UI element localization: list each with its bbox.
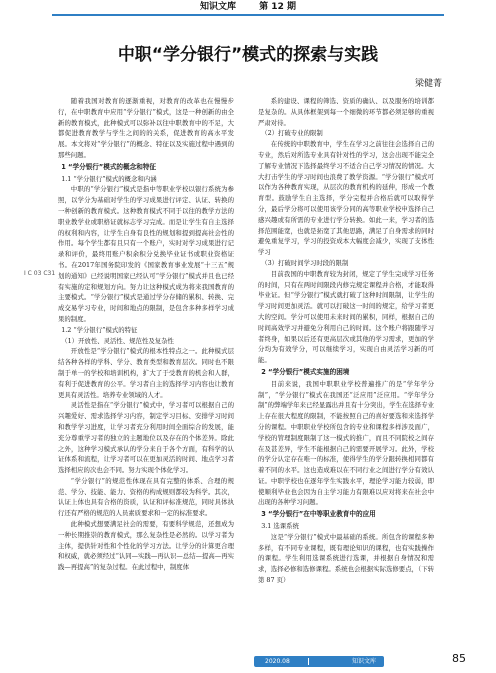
- paragraph: 随着我国对教育的逐渐重视，对教育的改革也在慢慢步行，在中职教育中应用“学分银行”模式，这是一种创新的由全新的教育模式，此种模式可以弥补以往中职教育中的不足，大都促进教育教学与学生之间的的关系，促进教育的高水平发展。本文将对“学分银行”的概念、特征以及实施过程中遇到的那些问题。: [58, 97, 234, 159]
- section-heading: 1 “学分银行”模式的概念和特征: [61, 162, 156, 171]
- article-title: 中职“学分银行”模式的探索与实践: [117, 45, 379, 65]
- section-heading: （2）打破专业的限制: [261, 129, 323, 138]
- paragraph: 在传统的中职教育中，学生在学习之前往往会选择自己的专业，然后对所选专业具有针对性的学习，这会出现不能完全了解专业情况下选择最终学习不适合自己学习情况的情况。大大打击学生的学习时间也浪费了教学资源。“学分银行”模式可以作为各种教育实现，从层次的教育机构的延伸，形成一个教育型。鼓励学生自主选择，学分完程并合格后就可以取得学分，最后学分将可以使用该学分同的高等职业学校申选择自己感兴趣或有所需的专业进行学分转换。如此一来，学习者的选择范围能宽，也就是拓宽了其他思路，满足了自身需求的同时避免重复学习，学习的投资成本大幅度会减少，实现了支体性学习: [258, 140, 434, 257]
- footer-date: 2020.08: [265, 658, 290, 665]
- footer-bar: [254, 656, 384, 667]
- journal-name: 知识文库: [200, 2, 237, 12]
- paragraph: “学分银行”的规范性体现在具有完整的体系、合理的规范、学分、技能、能力、资格的构成规则都较为科学。其次，认证上体也具有合格的资质，认证和评标准规范，同时具体执行还有严格的规范的人员素质要求和一定的标准要求。: [58, 476, 234, 518]
- section-heading: 2 “学分银行”模式实施的困境: [261, 367, 350, 376]
- section-heading: （1）开放性、灵活性、规范性及复杂性: [61, 336, 174, 345]
- paragraph: 开放性是“学分银行”模式的根本性特点之一。此种模式层结各种各样的学科、学分、教育类型和教育层次。同时也不限制于单一的学校和培训机构，扩大了于受教育的机会和人群，有利于促进教育的公平。学习者自主的选择学习内容也让教育更具有灵活性。培养专业领域的人才。: [58, 347, 234, 399]
- footer-brand: 知识文库: [351, 658, 376, 665]
- header-rule: [52, 14, 444, 16]
- section-heading: 1.1 “学分银行”模式的概念和内涵: [61, 174, 157, 183]
- paragraph: 中职的“学分银行”模式是指中等职业学校以银行系统为参照，以学分为基础对学生的学习成果进行评定、认证、转换的一种创新的教育模式。这种教育模式不同于以往的教学方法的职业教学业或职格证就标志学习完成。而是让学生有自主选择的权利和内容，让学生自身有良性的规划和提到提高社会性的作用。每个学生都有且只有一个账户，实时对学习成果进行记录和评价，最终用账户积余积分兑换毕业证书或职业资格证书。在2017年国务院印发的《国家教育事业发展“十三五”规划的通知》已经说明国家已经认可“学分银行”模式并且也已经有实施的定和规划方向。努力让这种模式成为将来我国教育的主要模式。“学分银行”模式是通过学分存储的累积、转换、完成交易学习专业，时间和地点的限制，是包含多种多样学习成果的制度。: [58, 185, 234, 323]
- paragraph: 系的建设、课程的筛选、资质的确认、以及服务的培训都是复杂的。从具体框架到每一个细微的环节都必须足够的重视严肃对待。: [258, 97, 434, 127]
- left-text-column: [58, 96, 234, 636]
- paragraph: 目前来说，我国中职职业学校普遍推广的是“学年学分制”，“学分银行”模式在我国还“泛应用”泛应用。“学年学分制”的弊端学年来已经显露出并且有十分突出，学生在选择专业上存在很大程度的限制，不能按照自己的喜好要选和来选择学分的课程。中职职业学校所包含的专业和课程多样涉及面广，学校的管理制度限制了这一模式的推广，而且不同院校之间存在及甚差异，学生不能根据自己的需要开展学习。此外，学校的学分认定存在唯一的标准，使得学生的学分跟转换相同都有着不同的水平。这也造成难以在不同行业之间进行学分有效认证。中职学校也在逐年学生实践水平，理论学习能力较弱，即使顺利毕业也会因为自主学习能力有限难以应对将来在社会中出现的各种学习问题。: [258, 379, 434, 507]
- section-heading: 3 “学分银行”在中等职业教育中的应用: [261, 510, 376, 519]
- footer-separator: [308, 658, 309, 665]
- right-text-column: [258, 96, 434, 636]
- section-heading: 3.1 选课系统: [261, 522, 299, 531]
- paragraph: 此种模式想要满足社会的需要，有要科学规范，还想成为一种长期推崇的教育模式，那么复杂性是必然的。以学习者为主体，提供针对性和个性化的学习方法。让学分的计算更合理和权威，就必须经过“认同—实践—再认识—总结—提高—再实践—再提高”的复杂过程。在此过程中，制度体: [58, 520, 234, 572]
- issue-number: 第 12 期: [259, 2, 296, 12]
- article-author: 梁健菁: [414, 79, 442, 89]
- section-heading: 1.2 “学分银行”模式的特征: [61, 325, 138, 334]
- paragraph: 这是“学分银行”模式中最基础的系统。所包含的课程多种多样，有不同专业课程，既有理论知识的课程，也有实践操作的课程。学生利用选课系统进行选课，并根据自身情况和需求，选择必修和选修课程。系统也会根据实际选修要点，（下转第 87 页）: [258, 532, 434, 585]
- journal-header: [0, 0, 496, 14]
- page-number: 85: [452, 652, 466, 665]
- paragraph: 灵活性是指在“学分银行”模式中，学习者可以根据自己的兴趣爱好、需求选择学习内容，制定学习目标、安排学习时间和教学学习进度，让学习者充分利用时间全面综合的发展，能充分尊重学习者的独立的主题地位以及存在的个体差异。除此之外，这种学习模式承认的学分来自于各个方面，有科学的认证体系和流程，让学习者可以在更加灵活的时间、地点学习者选择相应的次也会不同。努力实现个体化学习。: [58, 401, 234, 475]
- paragraph: 目前我国的中职教育较为封闭，规定了学生完成学习任务的时间，只有在两时间限段内修完规定课程并合格，才能取得毕业证。但“学分银行”模式就打破了这种时间限制，让学生的学习时间更加灵活。就可以打破这一时间的规定，给学习者更大的空间。学分可以使用未来时间的累积，同样，根据自己的时间高效学习并避免分利用自己的时间。这个账户将跟随学习者终身，如果以后还有更高层次或其他的学习需求，更加的学分均为有效学分，可以继续学习，实现自由灵活学习新的可能。: [258, 269, 434, 365]
- section-heading: （3）打破时间学习时段的限制: [261, 258, 349, 267]
- side-classification-label: I C 03 C31: [24, 270, 56, 277]
